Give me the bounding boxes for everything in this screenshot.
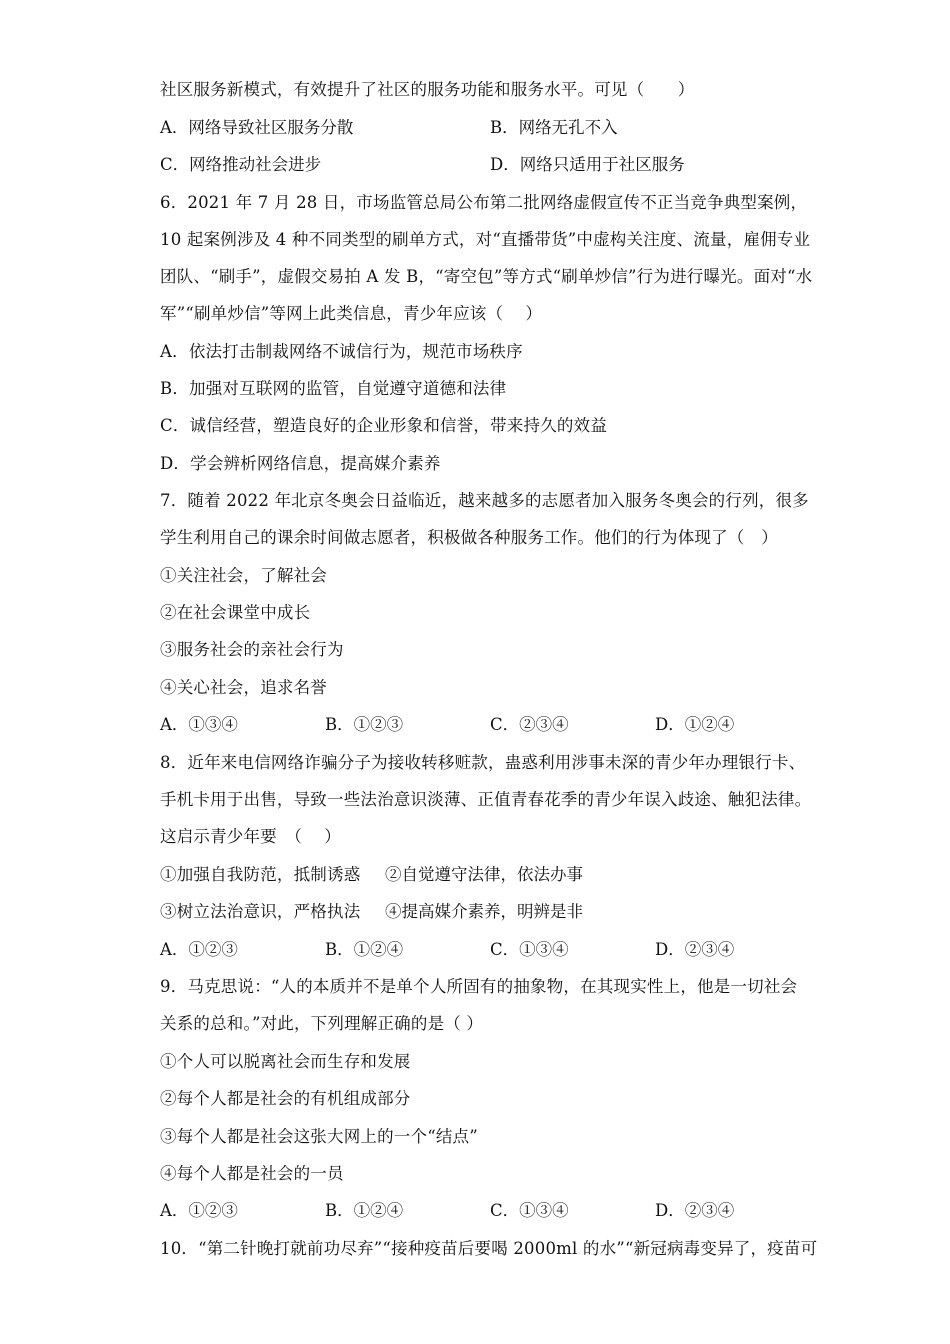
- q8-option-b: B．①②④: [325, 940, 404, 959]
- q8-option-d: D．②③④: [655, 940, 735, 959]
- q8-item-4: ④提高媒介素养，明辨是非: [385, 902, 583, 921]
- q9-stem-line: 9．马克思说：“人的本质并不是单个人所固有的抽象物，在其现实性上，他是一切社会: [160, 977, 798, 996]
- q6-stem-line: 6．2021 年 7 月 28 日，市场监管总局公布第二批网络虚假宣传不正当竞争典型案例，: [160, 193, 808, 212]
- q6-option-b: B．加强对互联网的监管，自觉遵守道德和法律: [160, 379, 507, 398]
- q7-option-a: A．①③④: [160, 715, 238, 734]
- q8-item-3: ③树立法治意识，严格执法: [160, 902, 361, 921]
- q7-option-c: C．②③④: [490, 715, 569, 734]
- q9-item-4: ④每个人都是社会的一员: [160, 1164, 344, 1183]
- q7-option-d: D．①②④: [655, 715, 735, 734]
- q6-option-a: A．依法打击制裁网络不诚信行为，规范市场秩序: [160, 342, 523, 361]
- q7-item-4: ④关心社会，追求名誉: [160, 678, 327, 697]
- q5-option-b: B．网络无孔不入: [490, 118, 618, 137]
- q6-stem-line: 军”“刷单炒信”等网上此类信息，青少年应该（ ）: [160, 304, 543, 323]
- q5-option-a: A．网络导致社区服务分散: [160, 118, 354, 137]
- q7-item-3: ③服务社会的亲社会行为: [160, 640, 344, 659]
- q6-stem-line: 团队、“刷手”，虚假交易拍 A 发 B，“寄空包”等方式“刷单炒信”行为进行曝光。面对“水: [160, 267, 813, 286]
- q5-option-d: D．网络只适用于社区服务: [490, 155, 685, 174]
- q7-stem-line: 7．随着 2022 年北京冬奥会日益临近，越来越多的志愿者加入服务冬奥会的行列，很多: [160, 491, 809, 510]
- q8-stem-line: 这启示青少年要 （ ）: [160, 827, 341, 846]
- q9-option-b: B．①②④: [325, 1201, 404, 1220]
- q10-stem-head: 10．“第二针晚打就前功尽弃”“接种疫苗后要喝 2000ml 的水”“新冠病毒变异了，疫苗可: [160, 1239, 818, 1258]
- q7-item-1: ①关注社会，了解社会: [160, 566, 327, 585]
- q5-option-c: C．网络推动社会进步: [160, 155, 322, 174]
- q8-item-1: ①加强自我防范，抵制诱惑: [160, 865, 361, 884]
- q6-option-d: D．学会辨析网络信息，提高媒介素养: [160, 454, 441, 473]
- q6-stem-line: 10 起案例涉及 4 种不同类型的刷单方式，对“直播带货”中虚构关注度、流量，雇佣专业: [160, 230, 811, 249]
- q8-item-2: ②自觉遵守法律，依法办事: [385, 865, 583, 884]
- q6-option-c: C．诚信经营，塑造良好的企业形象和信誉，带来持久的效益: [160, 416, 608, 435]
- q9-item-1: ①个人可以脱离社会而生存和发展: [160, 1052, 411, 1071]
- q9-item-3: ③每个人都是社会这张大网上的一个“结点”: [160, 1127, 478, 1146]
- q7-item-2: ②在社会课堂中成长: [160, 603, 311, 622]
- q8-stem-line: 手机卡用于出售，导致一些法治意识淡薄、正值青春花季的青少年误入歧途、触犯法律。: [160, 790, 812, 809]
- q7-option-b: B．①②③: [325, 715, 404, 734]
- q8-stem-line: 8．近年来电信网络诈骗分子为接收转移赃款，蛊惑利用涉事未深的青少年办理银行卡、: [160, 753, 806, 772]
- q7-stem-line: 学生利用自己的课余时间做志愿者，积极做各种服务工作。他们的行为体现了（ ）: [160, 528, 778, 547]
- q9-option-a: A．①②③: [160, 1201, 238, 1220]
- q8-option-c: C．①③④: [490, 940, 569, 959]
- q9-stem-line: 关系的总和。”对此，下列理解正确的是（ ）: [160, 1014, 484, 1033]
- q8-option-a: A．①②③: [160, 940, 238, 959]
- q5-stem-tail: 社区服务新模式，有效提升了社区的服务功能和服务水平。可见（ ）: [160, 80, 695, 99]
- q9-option-c: C．①③④: [490, 1201, 569, 1220]
- q9-option-d: D．②③④: [655, 1201, 735, 1220]
- q9-item-2: ②每个人都是社会的有机组成部分: [160, 1089, 411, 1108]
